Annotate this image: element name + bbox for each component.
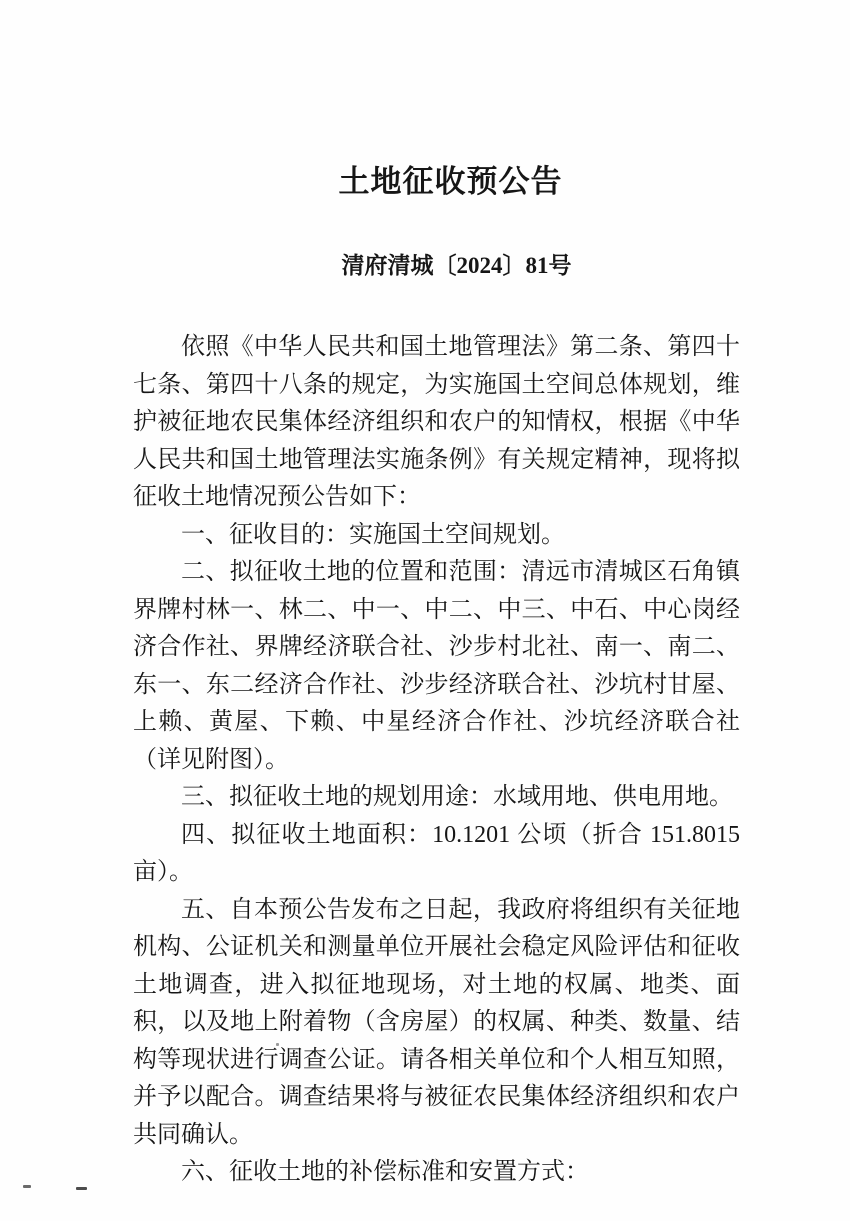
document-title: 土地征收预公告: [338, 164, 563, 199]
paragraph-item5: 五、自本预公告发布之日起，我政府将组织有关征地机构、公证机关和测量单位开展社会稳定风险评估和征收土地调查，进入拟征地现场，对土地的权属、地类、面积，以及地上附着物（含房屋）的权属、种类、数量、结构等现状进行调查公证。请各相关单位和个人相互知照，并予以配合。调查结果将与被征农民集体经济组织和农户共同确认。: [133, 896, 740, 1148]
scan-artifact: [276, 1043, 279, 1046]
document-body: [133, 329, 740, 1192]
document-number: 清府清城〔2024〕81号: [341, 253, 572, 278]
paragraph-item2: 二、拟征收土地的位置和范围：清远市清城区石角镇界牌村林一、林二、中一、中二、中三、中石、中心岗经济合作社、界牌经济联合社、沙步村北社、南一、南二、东一、东二经济合作社、沙步经济联合社、沙坑村甘屋、上赖、黄屋、下赖、中星经济合作社、沙坑经济联合社（详见附图）。: [133, 559, 740, 773]
scan-artifact: [76, 1187, 87, 1190]
paragraph-item1: 一、征收目的：实施国土空间规划。: [181, 521, 565, 548]
paragraph-item4: 四、拟征收土地面积：10.1201 公顷（折合 151.8015 亩）。: [133, 821, 740, 885]
scan-artifact: [23, 1185, 31, 1188]
paragraph-item3: 三、拟征收土地的规划用途：水域用地、供电用地。: [181, 784, 733, 810]
paragraph-intro: 依照《中华人民共和国土地管理法》第二条、第四十七条、第四十八条的规定，为实施国土空间总体规划，维护被征地农民集体经济组织和农户的知情权，根据《中华人民共和国土地管理法实施条例》有关规定精神，现将拟征收土地情况预公告如下：: [133, 334, 740, 510]
document-content: [133, 0, 740, 1192]
paragraph-item6: 六、征收土地的补偿标准和安置方式：: [181, 1159, 589, 1185]
